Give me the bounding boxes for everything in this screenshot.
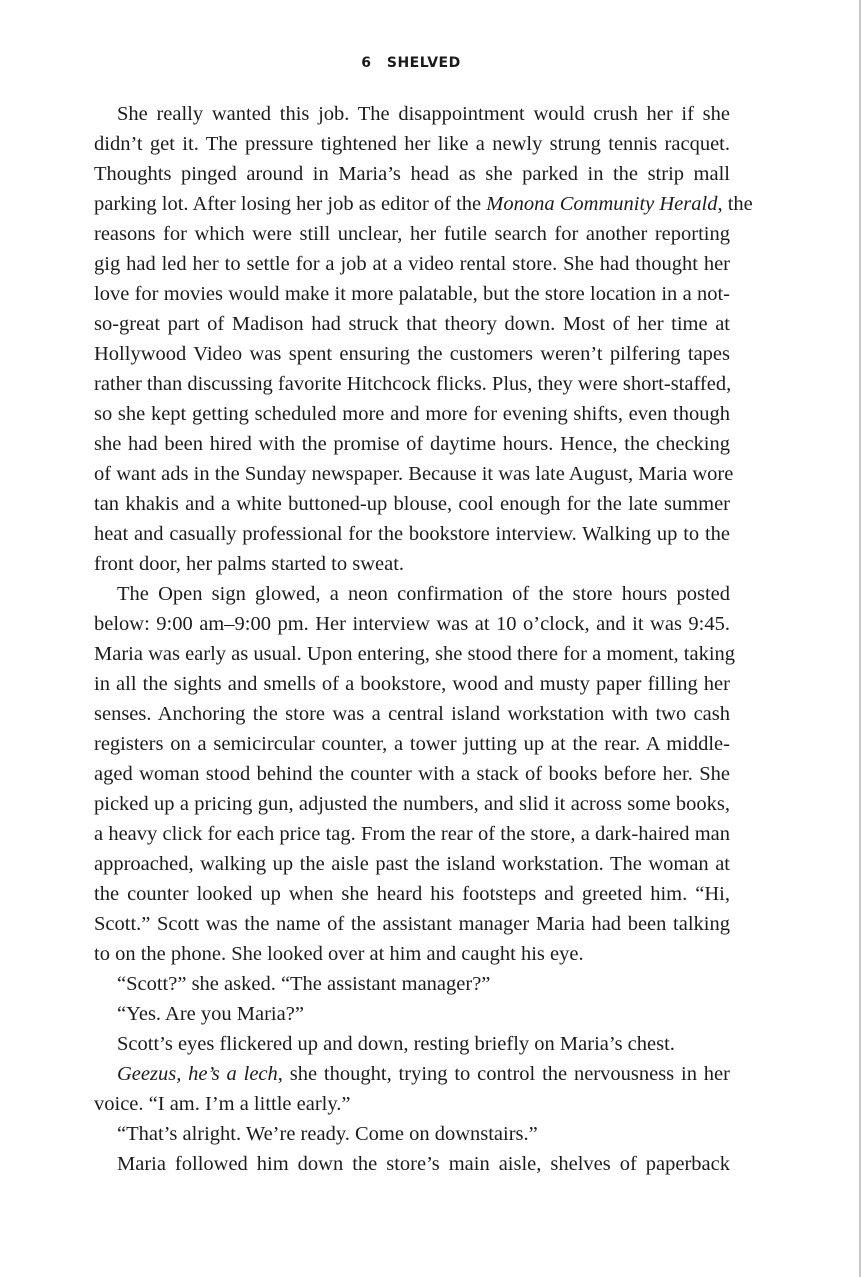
line-text: She really wanted this job. The disappointment would crush her if she	[117, 103, 730, 125]
line-text: voice. “I am. I’m a little early.”	[94, 1093, 351, 1115]
line-text: of want ads in the Sunday newspaper. Because it was late August, Maria wore	[94, 463, 734, 485]
line-text: she had been hired with the promise of daytime hours. Hence, the checking	[94, 433, 730, 455]
line-text: Thoughts pinged around in Maria’s head as she parked in the strip mall	[94, 163, 730, 185]
line-text: picked up a pricing gun, adjusted the numbers, and slid it across some books,	[94, 793, 730, 815]
line-text: rather than discussing favorite Hitchcock flicks. Plus, they were short-staffed,	[94, 373, 732, 395]
text-line	[94, 579, 730, 609]
text-line	[94, 789, 730, 819]
line-text: Scott’s eyes flickered up and down, resting briefly on Maria’s chest.	[117, 1033, 675, 1055]
line-text: reasons for which were still unclear, her futile search for another reporting	[94, 223, 730, 245]
line-text: “Yes. Are you Maria?”	[117, 1003, 304, 1025]
line-text-after: , the	[717, 193, 753, 215]
line-text: approached, walking up the aisle past the island workstation. The woman at	[94, 853, 730, 875]
text-line	[94, 339, 730, 369]
line-text: registers on a semicircular counter, a tower jutting up at the rear. A middle-	[94, 733, 730, 755]
line-text: “That’s alright. We’re ready. Come on downstairs.”	[117, 1123, 538, 1145]
text-line	[94, 129, 730, 159]
italic-text: Monona Community Herald	[486, 193, 718, 215]
line-text: below: 9:00 am–9:00 pm. Her interview was at 10 o’clock, and it was 9:45.	[94, 613, 730, 635]
line-text: so-great part of Madison had struck that theory down. Most of her time at	[94, 313, 730, 335]
text-line	[94, 279, 730, 309]
text-line	[94, 519, 730, 549]
text-line	[94, 1089, 730, 1119]
text-line	[94, 1119, 730, 1149]
text-line	[94, 879, 730, 909]
text-line	[94, 219, 730, 249]
line-text: love for movies would make it more palatable, but the store location in a not-	[94, 283, 730, 305]
text-line	[94, 189, 753, 219]
line-text: didn’t get it. The pressure tightened her like a newly strung tennis racquet.	[94, 133, 730, 155]
line-text: Hollywood Video was spent ensuring the customers weren’t pilfering tapes	[94, 343, 730, 365]
text-line	[94, 99, 730, 129]
line-text: to on the phone. She looked over at him and caught his eye.	[94, 943, 584, 965]
line-text: front door, her palms started to sweat.	[94, 553, 405, 575]
text-line	[94, 459, 734, 489]
text-line	[94, 999, 730, 1029]
text-line	[94, 669, 730, 699]
line-text: aged woman stood behind the counter with a stack of books before her. She	[94, 763, 730, 785]
line-text: parking lot. After losing her job as editor of the	[94, 193, 487, 215]
line-text: gig had led her to settle for a job at a video rental store. She had thought her	[94, 253, 730, 275]
text-line	[94, 159, 730, 189]
line-text: “Scott?” she asked. “The assistant manager?”	[117, 973, 491, 995]
line-text: Maria was early as usual. Upon entering, she stood there for a moment, taking	[94, 643, 736, 665]
running-title: SHELVED	[386, 55, 461, 71]
italic-text: Geezus, he’s a lech	[117, 1063, 278, 1085]
text-line	[94, 1059, 730, 1089]
text-line	[94, 399, 730, 429]
text-line	[94, 429, 730, 459]
line-text: the counter looked up when she heard his footsteps and greeted him. “Hi,	[94, 883, 730, 905]
text-line	[94, 969, 730, 999]
text-line	[94, 729, 730, 759]
text-line	[94, 249, 730, 279]
text-line	[94, 909, 730, 939]
line-text: senses. Anchoring the store was a central island workstation with two cash	[94, 703, 730, 725]
text-line	[94, 699, 730, 729]
text-line	[94, 639, 736, 669]
line-text: tan khakis and a white buttoned-up blouse, cool enough for the late summer	[94, 493, 730, 515]
line-text: a heavy click for each price tag. From the rear of the store, a dark-haired man	[94, 823, 730, 845]
text-line	[94, 309, 730, 339]
body-text	[94, 99, 753, 1179]
text-line	[94, 549, 730, 579]
line-text: heat and casually professional for the bookstore interview. Walking up to the	[94, 523, 730, 545]
page-number: 6	[361, 55, 372, 71]
text-line	[94, 369, 730, 399]
text-line	[94, 489, 730, 519]
line-text: so she kept getting scheduled more and more for evening shifts, even though	[94, 403, 730, 425]
text-line	[94, 819, 730, 849]
text-line	[94, 1149, 730, 1179]
text-line	[94, 939, 730, 969]
text-line	[94, 849, 730, 879]
line-text: Scott.” Scott was the name of the assistant manager Maria had been talking	[94, 913, 730, 935]
line-text: The Open sign glowed, a neon confirmation of the store hours posted	[117, 583, 730, 605]
text-line	[94, 759, 730, 789]
line-text-after: , she thought, trying to control the nervousness in her	[277, 1063, 730, 1085]
text-line	[94, 609, 730, 639]
text-line	[94, 1029, 730, 1059]
running-head	[0, 55, 822, 71]
line-text: in all the sights and smells of a bookstore, wood and musty paper filling her	[94, 673, 730, 695]
line-text: Maria followed him down the store’s main aisle, shelves of paperback	[117, 1153, 730, 1175]
